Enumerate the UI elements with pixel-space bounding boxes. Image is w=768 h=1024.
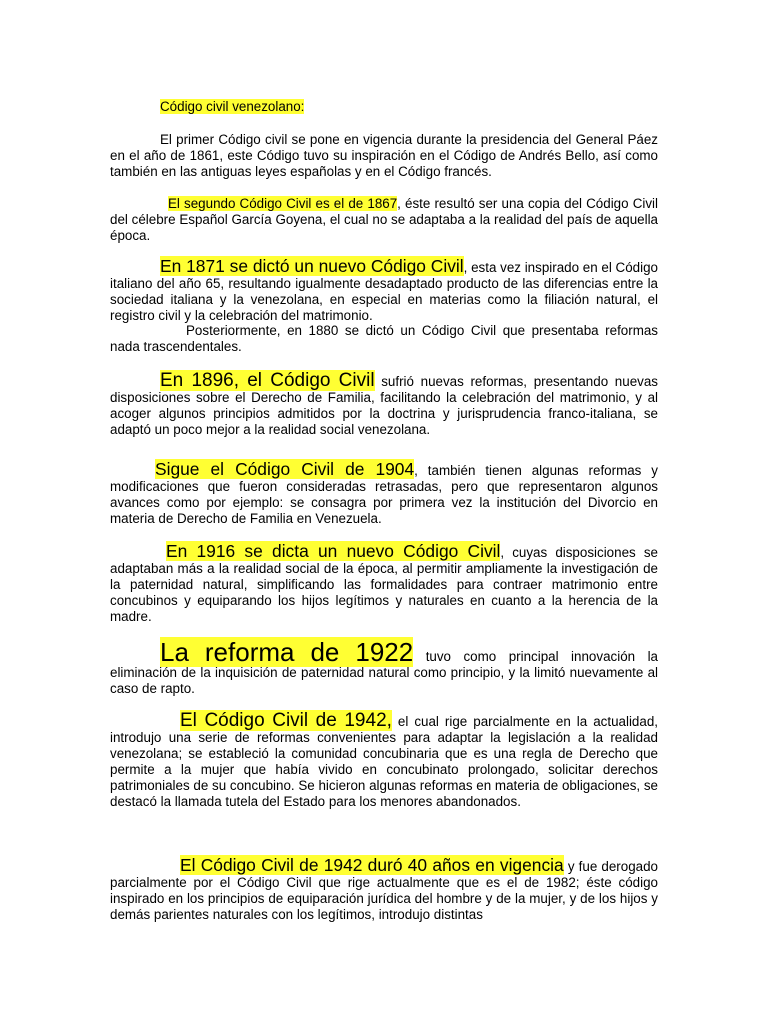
paragraph-1867 — [110, 196, 658, 244]
paragraph-1922 — [110, 637, 658, 697]
highlight-1867: El segundo Código Civil es el de 1867 — [168, 196, 398, 211]
text-1904: , también tienen algunas reformas y modificaciones que fueron consideradas retrasadas, pero que representaron algunos avances como por ejemplo: se consagra por primera vez la institución del Divorcio en materia de Derecho de Familia en Venezuela. — [110, 463, 658, 527]
highlight-1896: En 1896, el Código Civil — [160, 370, 375, 391]
text-1922: tuvo como principal innovación la eliminación de la inquisición de paternidad natural como principio, y la limitó nuevamente al caso de rapto. — [110, 649, 658, 697]
paragraph-1916 — [110, 543, 658, 625]
title-highlight: Código civil venezolano: — [160, 99, 305, 114]
text-1871: , esta vez inspirado en el Código italiano del año 65, resultando igualmente desadaptado producto de las diferencias entre la sociedad italiana y la venezolana, en especial en materias como la filiación natural, el registro civil y la celebración del matrimonio. — [110, 260, 658, 324]
paragraph-1904 — [110, 461, 658, 527]
text-1942-duration: y fue derogado parcialmente por el Código Civil que rige actualmente que es el de 1982; éste código inspirado en los principios de equiparación jurídica del hombre y de la mujer, y de los hijos y demás parientes naturales con los legítimos, introdujo distintas — [110, 859, 658, 923]
paragraph-1880: Posteriormente, en 1880 se dictó un Código Civil que presentaba reformas nada trascendentales. — [110, 323, 658, 355]
document-title — [160, 99, 304, 115]
paragraph-1896 — [110, 370, 658, 438]
paragraph-1871 — [110, 258, 658, 324]
text-1896: sufrió nuevas reformas, presentando nuevas disposiciones sobre el Derecho de Familia, facilitando la celebración del matrimonio, y al acoger algunos principios admitidos por la doctrina y jurisprudencia franco-italiana, se adaptó un poco mejor a la realidad social venezolana. — [110, 374, 658, 438]
highlight-1942-duration: El Código Civil de 1942 duró 40 años en vigencia — [180, 855, 564, 875]
highlight-1904: Sigue el Código Civil de 1904 — [155, 459, 415, 479]
highlight-1922: La reforma de 1922 — [160, 637, 414, 667]
highlight-1916: En 1916 se dicta un nuevo Código Civil — [166, 541, 501, 561]
paragraph-1942-duration — [110, 857, 658, 923]
text-1867: , éste resultó ser una copia del Código Civil del célebre Español García Goyena, el cual no se adaptaba a la realidad del país de aquella época. — [110, 196, 658, 244]
paragraph-1861: El primer Código civil se pone en vigencia durante la presidencia del General Páez en el año de 1861, este Código tuvo su inspiración en el Código de Andrés Bello, así como también en las antiguas leyes españolas y en el Código francés. — [110, 132, 658, 180]
paragraph-1942 — [110, 710, 658, 811]
text-1916: , cuyas disposiciones se adaptaban más a la realidad social de la época, al permitir ampliamente la investigación de la paternidad natural, simplificando las formalidades para contraer matrimonio entre concubinos y equiparando los hijos legítimos y naturales en cuanto a la herencia de la madre. — [110, 545, 658, 625]
highlight-1942: El Código Civil de 1942, — [180, 710, 392, 731]
highlight-1871: En 1871 se dictó un nuevo Código Civil — [160, 256, 464, 276]
text-1942: el cual rige parcialmente en la actualidad, introdujo una serie de reformas convenientes para adaptar la legislación a la realidad venezolana; se estableció la comunidad concubinaria que es una regla de Derecho que permite a la mujer que había vivido en concubinato prolongado, solicitar derechos patrimoniales de su concubino. Se hicieron algunas reformas en materia de obligaciones, se destacó la llamada tutela del Estado para los menores abandonados. — [110, 714, 658, 810]
